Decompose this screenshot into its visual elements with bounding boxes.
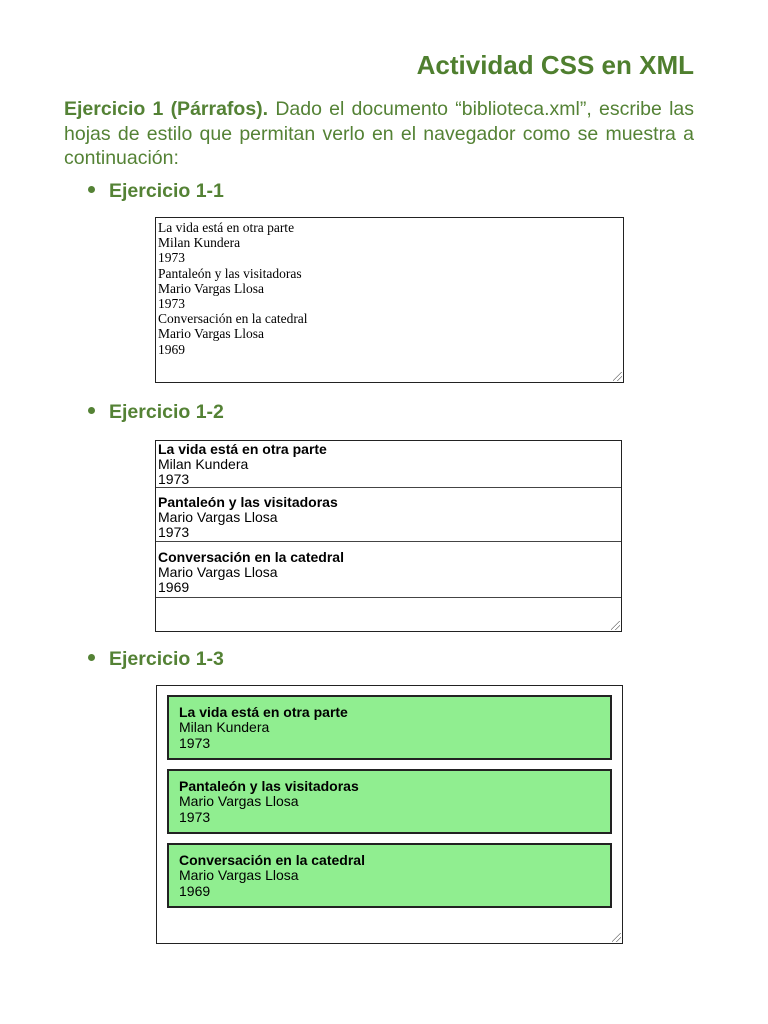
book-record (156, 441, 621, 488)
bullet-dot-icon (88, 654, 95, 661)
book-year: 1973 (158, 471, 190, 487)
book-author: Mario Vargas Llosa (158, 280, 264, 296)
exercise-label: Ejercicio 1-2 (109, 401, 224, 423)
book-card (167, 843, 612, 908)
book-title: La vida está en otra parte (158, 220, 295, 235)
book-record (156, 542, 621, 598)
book-title: Pantaleón y las visitadoras (158, 265, 302, 281)
intro-paragraph (64, 97, 694, 171)
bullet-dot-icon (88, 407, 95, 414)
book-year: 1973 (158, 296, 185, 312)
book-title: Pantaleón y las visitadoras (179, 778, 359, 794)
book-title: Conversación en la catedral (158, 311, 308, 327)
book-author: Milan Kundera (179, 719, 270, 736)
book-year: 1973 (179, 808, 211, 825)
book-author: Milan Kundera (158, 456, 249, 472)
book-year: 1969 (179, 882, 211, 899)
book-author: Mario Vargas Llosa (158, 509, 278, 525)
ejercicio-1-2-preview (155, 440, 622, 632)
book-year: 1973 (158, 524, 190, 540)
book-author: Mario Vargas Llosa (158, 563, 278, 580)
book-title: La vida está en otra parte (179, 704, 348, 720)
book-author: Mario Vargas Llosa (158, 326, 264, 342)
intro-text: Dado el documento “biblioteca.xml”, escribe las hojas de estilo que permitan verlo en el navegador como se muestra a continuación: (64, 98, 694, 169)
bullet-ejercicio-1-3 (88, 648, 224, 671)
resize-grip-icon[interactable] (613, 372, 622, 381)
book-year: 1973 (158, 250, 185, 266)
book-record (156, 488, 621, 542)
bullet-dot-icon (88, 186, 95, 193)
bullet-ejercicio-1-2 (88, 401, 224, 424)
book-year: 1969 (158, 578, 190, 595)
book-author: Milan Kundera (158, 235, 241, 251)
book-author: Mario Vargas Llosa (179, 867, 299, 884)
ejercicio-1-3-preview (156, 685, 623, 944)
book-title: Conversación en la catedral (179, 852, 365, 868)
book-title: Conversación en la catedral (158, 548, 344, 565)
resize-grip-icon[interactable] (612, 933, 621, 942)
book-title: La vida está en otra parte (158, 441, 327, 457)
book-author: Mario Vargas Llosa (179, 793, 299, 810)
bullet-ejercicio-1-1 (88, 180, 224, 203)
ejercicio-1-1-preview (155, 217, 624, 383)
book-year: 1973 (179, 734, 211, 751)
intro-lead: Ejercicio 1 (Párrafos). (64, 98, 269, 120)
exercise-label: Ejercicio 1-1 (109, 180, 224, 202)
book-title: Pantaleón y las visitadoras (158, 494, 338, 510)
book-card (167, 769, 612, 834)
page-title: Actividad CSS en XML (416, 50, 694, 80)
book-year: 1969 (158, 341, 185, 357)
exercise-label: Ejercicio 1-3 (109, 648, 224, 670)
book-card (167, 695, 612, 760)
resize-grip-icon[interactable] (611, 621, 620, 630)
